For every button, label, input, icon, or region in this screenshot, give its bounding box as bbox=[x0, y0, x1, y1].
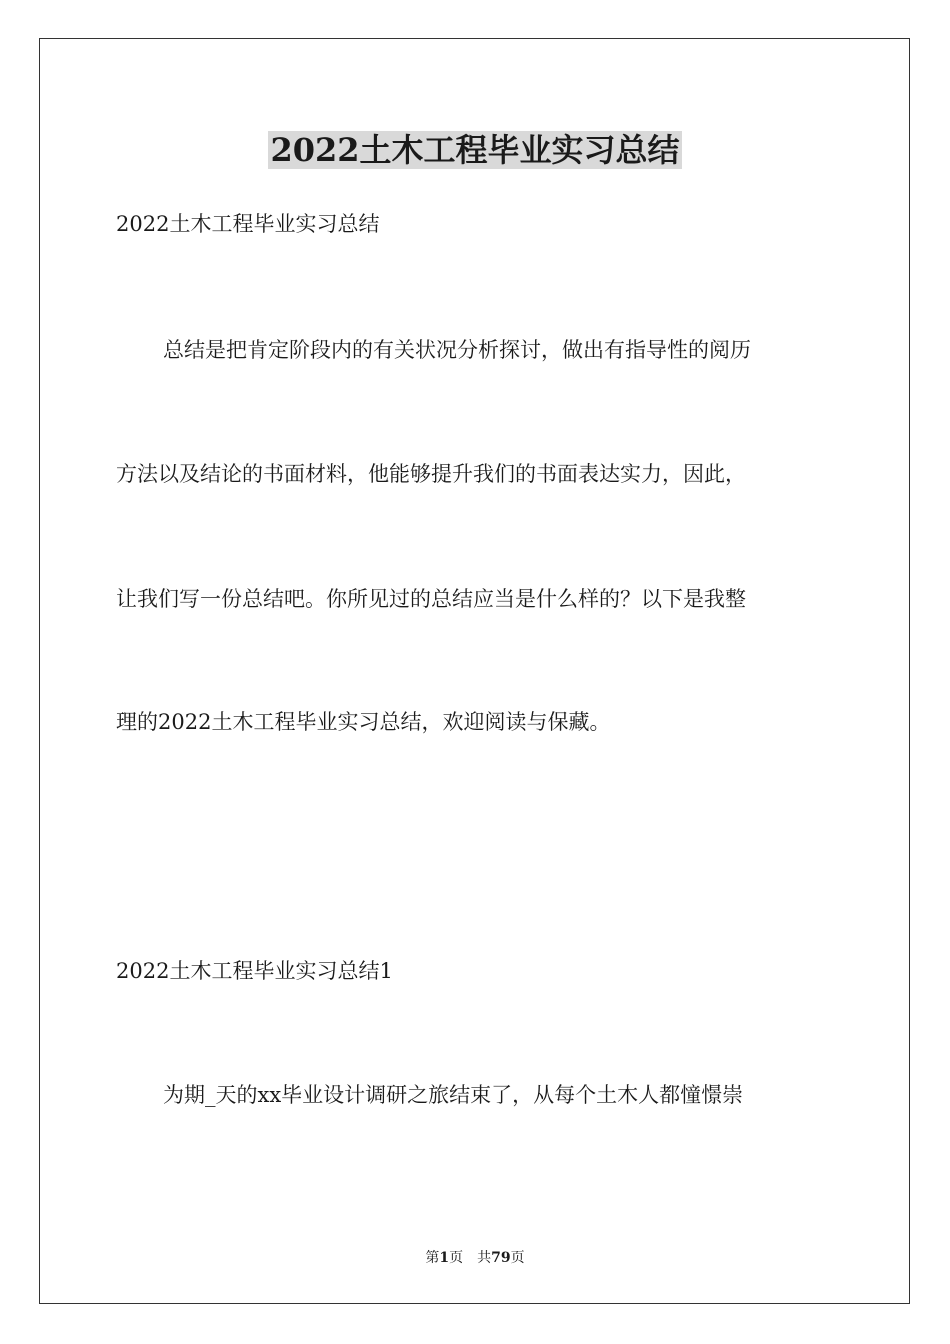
current-page-number: 1 bbox=[439, 1250, 450, 1266]
section-heading: 2022土木工程毕业实习总结1 bbox=[116, 959, 393, 983]
document-title-text: 2022土木工程毕业实习总结 bbox=[270, 131, 680, 169]
total-unit: 页 bbox=[510, 1250, 525, 1266]
intro-line-4: 理的2022土木工程毕业实习总结，欢迎阅读与保藏。 bbox=[116, 710, 611, 734]
page-prefix: 第 bbox=[425, 1250, 440, 1266]
total-page-number: 79 bbox=[491, 1250, 511, 1266]
intro-line-2: 方法以及结论的书面材料，他能够提升我们的书面表达实力，因此， bbox=[116, 462, 746, 486]
section-line-1: 为期_天的xx毕业设计调研之旅结束了，从每个土木人都憧憬崇 bbox=[163, 1083, 744, 1107]
intro-line-3: 让我们写一份总结吧。你所见过的总结应当是什么样的？以下是我整 bbox=[116, 587, 746, 611]
page-unit: 页 bbox=[449, 1250, 464, 1266]
page-footer bbox=[0, 1248, 950, 1268]
document-subtitle: 2022土木工程毕业实习总结 bbox=[116, 212, 380, 236]
document-title bbox=[0, 128, 950, 172]
intro-line-1: 总结是把肯定阶段内的有关状况分析探讨，做出有指导性的阅历 bbox=[163, 338, 751, 362]
total-prefix: 共 bbox=[477, 1250, 492, 1266]
